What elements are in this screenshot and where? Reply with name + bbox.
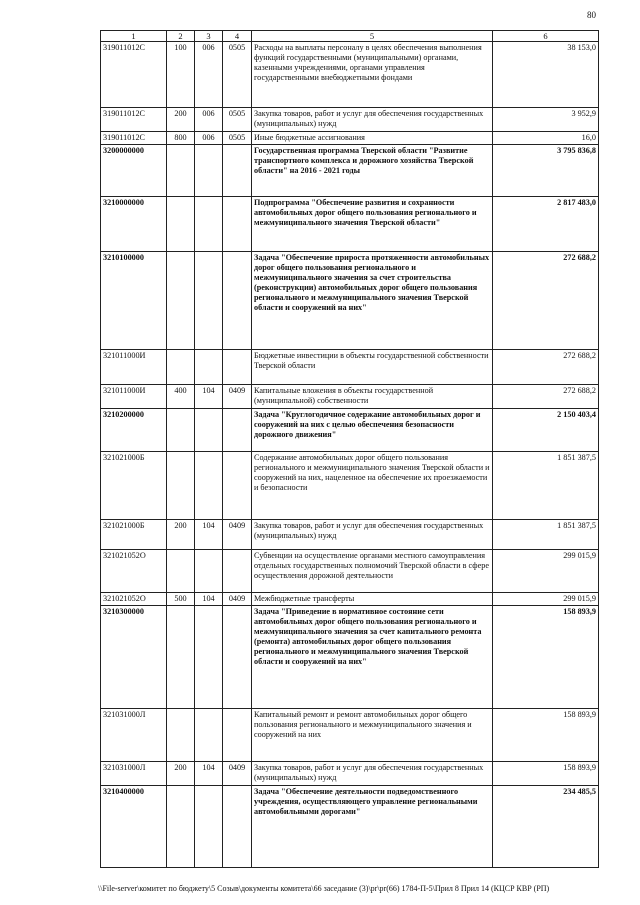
file-path-footer: \\File-server\комитет по бюджету\5 Созыв\документы комитета\66 заседание (3)\pr\pr(66) 1784-П-5\Прил 8 Прил 14 (КЦСР КВР (РП) [98, 884, 550, 893]
row-name-cell: Закупка товаров, работ и услуг для обеспечения государственных (муниципальных) нужд [252, 520, 493, 550]
row-amount-cell: 3 795 836,8 [493, 145, 599, 197]
row-section-cell [167, 606, 195, 709]
row-section-cell: 500 [167, 593, 195, 606]
table-row [101, 350, 599, 385]
row-name-cell: Иные бюджетные ассигнования [252, 132, 493, 145]
row-section-cell [167, 145, 195, 197]
row-code-cell: 3200000000 [101, 145, 167, 197]
row-name-cell: Задача "Круглогодичное содержание автомобильных дорог и сооружений на них с целью обеспечения безопасности дорожного движения" [252, 409, 493, 452]
row-section-cell: 200 [167, 108, 195, 132]
row-ministry-cell: 104 [195, 520, 223, 550]
row-amount-cell: 272 688,2 [493, 252, 599, 350]
row-ministry-cell [195, 786, 223, 868]
row-ministry-cell: 104 [195, 762, 223, 786]
row-subsection-cell [223, 709, 252, 762]
row-subsection-cell [223, 145, 252, 197]
row-code-cell: 319011012С [101, 42, 167, 108]
row-subsection-cell: 0505 [223, 108, 252, 132]
row-name-cell: Закупка товаров, работ и услуг для обеспечения государственных (муниципальных) нужд [252, 108, 493, 132]
row-subsection-cell: 0505 [223, 42, 252, 108]
row-amount-cell: 16,0 [493, 132, 599, 145]
table-row [101, 520, 599, 550]
row-code-cell: 319011012С [101, 132, 167, 145]
row-subsection-cell: 0409 [223, 593, 252, 606]
row-subsection-cell [223, 252, 252, 350]
table-row [101, 145, 599, 197]
row-code-cell: 321021000Б [101, 452, 167, 520]
row-section-cell [167, 409, 195, 452]
row-code-cell: 321021052О [101, 593, 167, 606]
row-amount-cell: 299 015,9 [493, 550, 599, 593]
row-amount-cell: 272 688,2 [493, 350, 599, 385]
row-section-cell [167, 550, 195, 593]
row-code-cell: 321011000И [101, 385, 167, 409]
row-code-cell: 3210100000 [101, 252, 167, 350]
row-code-cell: 3210300000 [101, 606, 167, 709]
row-section-cell [167, 350, 195, 385]
page-number: 80 [587, 10, 596, 20]
table-row [101, 385, 599, 409]
row-name-cell: Межбюджетные трансферты [252, 593, 493, 606]
row-subsection-cell: 0409 [223, 762, 252, 786]
row-subsection-cell: 0409 [223, 520, 252, 550]
row-subsection-cell: 0505 [223, 132, 252, 145]
row-name-cell: Задача "Обеспечение прироста протяженности автомобильных дорог общего пользования регионального и межмуниципального значения за счет строительства (реконструкции) автомобильных дорог общего пользования регионального и межмуниципального значения Тверской области и сооружений на них" [252, 252, 493, 350]
row-name-cell: Подпрограмма "Обеспечение развития и сохранности автомобильных дорог общего пользования регионального и межмуниципального значения Тверской области" [252, 197, 493, 252]
table-row [101, 709, 599, 762]
row-name-cell: Расходы на выплаты персоналу в целях обеспечения выполнения функций государственными (муниципальными) органами, казенными учреждениями, органами управления государственными внебюджетными фондами [252, 42, 493, 108]
row-name-cell: Капитальный ремонт и ремонт автомобильных дорог общего пользования регионального и межмуниципального значения и сооружений на них [252, 709, 493, 762]
row-code-cell: 319011012С [101, 108, 167, 132]
row-amount-cell: 158 893,9 [493, 709, 599, 762]
table-row [101, 197, 599, 252]
row-amount-cell: 1 851 387,5 [493, 520, 599, 550]
row-name-cell: Содержание автомобильных дорог общего пользования регионального и межмуниципального значения Тверской области и сооружений на них, нацеленное на обеспечение их проезжаемости и безопасности [252, 452, 493, 520]
table-row [101, 550, 599, 593]
row-code-cell: 3210200000 [101, 409, 167, 452]
row-amount-cell: 158 893,9 [493, 762, 599, 786]
row-name-cell: Государственная программа Тверской области "Развитие транспортного комплекса и дорожного хозяйства Тверской области" на 2016 - 2021 годы [252, 145, 493, 197]
row-ministry-cell [195, 252, 223, 350]
row-amount-cell: 158 893,9 [493, 606, 599, 709]
table-body [101, 42, 599, 868]
table-row [101, 42, 599, 108]
row-subsection-cell [223, 786, 252, 868]
table-header-row [101, 31, 599, 42]
row-ministry-cell [195, 145, 223, 197]
row-code-cell: 321011000И [101, 350, 167, 385]
row-name-cell: Задача "Приведение в нормативное состояние сети автомобильных дорог общего пользования регионального и межмуниципального значения за счет капитального ремонта (ремонта) автомобильных дорог общего пользования регионального и межмуниципального значения Тверской области и сооружений на них" [252, 606, 493, 709]
column-header: 5 [252, 31, 493, 42]
row-ministry-cell [195, 452, 223, 520]
row-amount-cell: 299 015,9 [493, 593, 599, 606]
row-name-cell: Капитальные вложения в объекты государственной (муниципальной) собственности [252, 385, 493, 409]
row-subsection-cell [223, 452, 252, 520]
row-section-cell: 100 [167, 42, 195, 108]
table-row [101, 593, 599, 606]
table-row [101, 452, 599, 520]
row-subsection-cell: 0409 [223, 385, 252, 409]
table-row [101, 786, 599, 868]
row-code-cell: 321021052О [101, 550, 167, 593]
row-amount-cell: 2 150 403,4 [493, 409, 599, 452]
column-header: 3 [195, 31, 223, 42]
row-section-cell [167, 197, 195, 252]
row-code-cell: 321031000Л [101, 762, 167, 786]
row-amount-cell: 38 153,0 [493, 42, 599, 108]
row-ministry-cell [195, 197, 223, 252]
row-subsection-cell [223, 409, 252, 452]
row-section-cell: 400 [167, 385, 195, 409]
row-ministry-cell [195, 550, 223, 593]
row-ministry-cell [195, 350, 223, 385]
row-subsection-cell [223, 550, 252, 593]
table-row [101, 409, 599, 452]
row-section-cell: 800 [167, 132, 195, 145]
column-header: 1 [101, 31, 167, 42]
row-amount-cell: 3 952,9 [493, 108, 599, 132]
row-ministry-cell: 006 [195, 42, 223, 108]
table-row [101, 252, 599, 350]
row-section-cell [167, 452, 195, 520]
row-ministry-cell: 104 [195, 593, 223, 606]
budget-table [100, 30, 599, 868]
row-name-cell: Субвенции на осуществление органами местного самоуправления отдельных государственных полномочий Тверской области в сфере осуществления дорожной деятельности [252, 550, 493, 593]
table-row [101, 606, 599, 709]
column-header: 2 [167, 31, 195, 42]
row-subsection-cell [223, 197, 252, 252]
row-ministry-cell: 006 [195, 132, 223, 145]
row-amount-cell: 234 485,5 [493, 786, 599, 868]
row-section-cell [167, 709, 195, 762]
row-code-cell: 3210400000 [101, 786, 167, 868]
column-header: 4 [223, 31, 252, 42]
row-name-cell: Задача "Обеспечение деятельности подведомственного учреждения, осуществляющего управление региональными автомобильными дорогами" [252, 786, 493, 868]
row-subsection-cell [223, 350, 252, 385]
table-row [101, 108, 599, 132]
table-row [101, 762, 599, 786]
row-amount-cell: 272 688,2 [493, 385, 599, 409]
row-code-cell: 321031000Л [101, 709, 167, 762]
row-name-cell: Закупка товаров, работ и услуг для обеспечения государственных (муниципальных) нужд [252, 762, 493, 786]
row-ministry-cell [195, 606, 223, 709]
row-amount-cell: 2 817 483,0 [493, 197, 599, 252]
table-row [101, 132, 599, 145]
row-ministry-cell: 104 [195, 385, 223, 409]
row-ministry-cell [195, 709, 223, 762]
row-ministry-cell [195, 409, 223, 452]
row-amount-cell: 1 851 387,5 [493, 452, 599, 520]
column-header: 6 [493, 31, 599, 42]
row-section-cell: 200 [167, 520, 195, 550]
row-name-cell: Бюджетные инвестиции в объекты государственной собственности Тверской области [252, 350, 493, 385]
row-code-cell: 3210000000 [101, 197, 167, 252]
row-section-cell [167, 252, 195, 350]
row-section-cell [167, 786, 195, 868]
row-section-cell: 200 [167, 762, 195, 786]
row-subsection-cell [223, 606, 252, 709]
row-code-cell: 321021000Б [101, 520, 167, 550]
row-ministry-cell: 006 [195, 108, 223, 132]
